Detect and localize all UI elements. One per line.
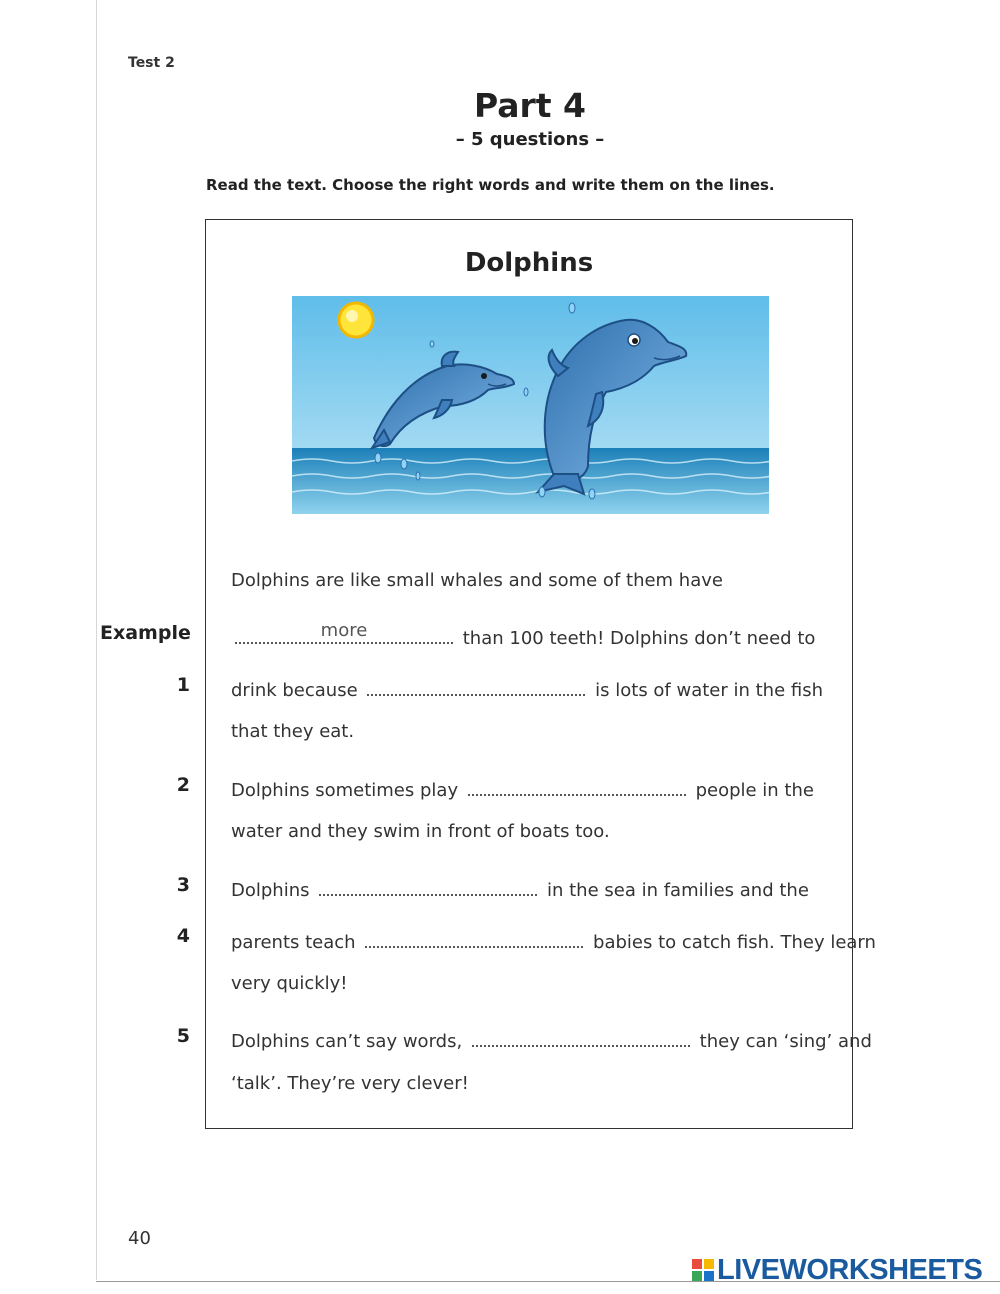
story-line-10: [231, 1023, 872, 1052]
story-line-2: [231, 620, 815, 649]
sun: [339, 303, 373, 337]
story-line-10-before: Dolphins can’t say words,: [231, 1031, 463, 1052]
brand-name: LIVEWORKSHEETS: [717, 1253, 983, 1286]
page-edge-line: [96, 0, 97, 1280]
page-number: 40: [128, 1228, 151, 1249]
question-number-1: 1: [176, 674, 190, 696]
story-line-4: that they eat.: [231, 721, 355, 742]
sea: [292, 448, 769, 514]
story-line-7-after: in the sea in families and the: [546, 880, 809, 901]
story-line-7: [231, 872, 809, 901]
test-label: Test 2: [128, 55, 175, 71]
part-subtitle: – 5 questions –: [455, 129, 605, 150]
answer-blank-5[interactable]: [472, 1023, 690, 1047]
story-line-5-before: Dolphins sometimes play: [231, 780, 459, 801]
story-line-8: [231, 924, 876, 953]
story-line-9: very quickly!: [231, 973, 348, 994]
question-number-2: 2: [176, 774, 190, 796]
part-title: Part 4: [473, 86, 587, 125]
story-line-6: water and they swim in front of boats too.: [231, 821, 610, 842]
story-line-5: [231, 772, 814, 801]
liveworksheets-brand[interactable]: [692, 1253, 982, 1287]
dolphins-illustration: [292, 296, 769, 514]
answer-blank-3[interactable]: [319, 872, 537, 896]
story-line-7-before: Dolphins: [231, 880, 310, 901]
story-line-1: Dolphins are like small whales and some of them have: [231, 570, 723, 591]
answer-blank-1[interactable]: [367, 672, 585, 696]
story-title: Dolphins: [464, 248, 594, 278]
story-line-3: [231, 672, 823, 701]
instructions: Read the text. Choose the right words and write them on the lines.: [206, 176, 775, 194]
answer-blank-2[interactable]: [468, 772, 686, 796]
example-blank: [235, 620, 453, 644]
answer-blank-4[interactable]: [365, 924, 583, 948]
story-line-3-before: drink because: [231, 680, 358, 701]
liveworksheets-logo-icon: [692, 1259, 714, 1281]
question-number-5: 5: [176, 1025, 190, 1047]
story-line-3-after: is lots of water in the fish: [595, 680, 824, 701]
story-line-8-before: parents teach: [231, 932, 356, 953]
question-number-3: 3: [176, 874, 190, 896]
story-line-10-after: they can ‘sing’ and: [699, 1031, 872, 1052]
story-line-5-after: people in the: [695, 780, 814, 801]
story-line-8-after: babies to catch fish. They learn: [593, 932, 876, 953]
story-line-2-text: than 100 teeth! Dolphins don’t need to: [462, 628, 816, 649]
example-label: Example: [100, 622, 191, 644]
question-number-4: 4: [176, 925, 190, 947]
example-answer: more: [320, 620, 368, 641]
story-line-11: ‘talk’. They’re very clever!: [231, 1073, 469, 1094]
